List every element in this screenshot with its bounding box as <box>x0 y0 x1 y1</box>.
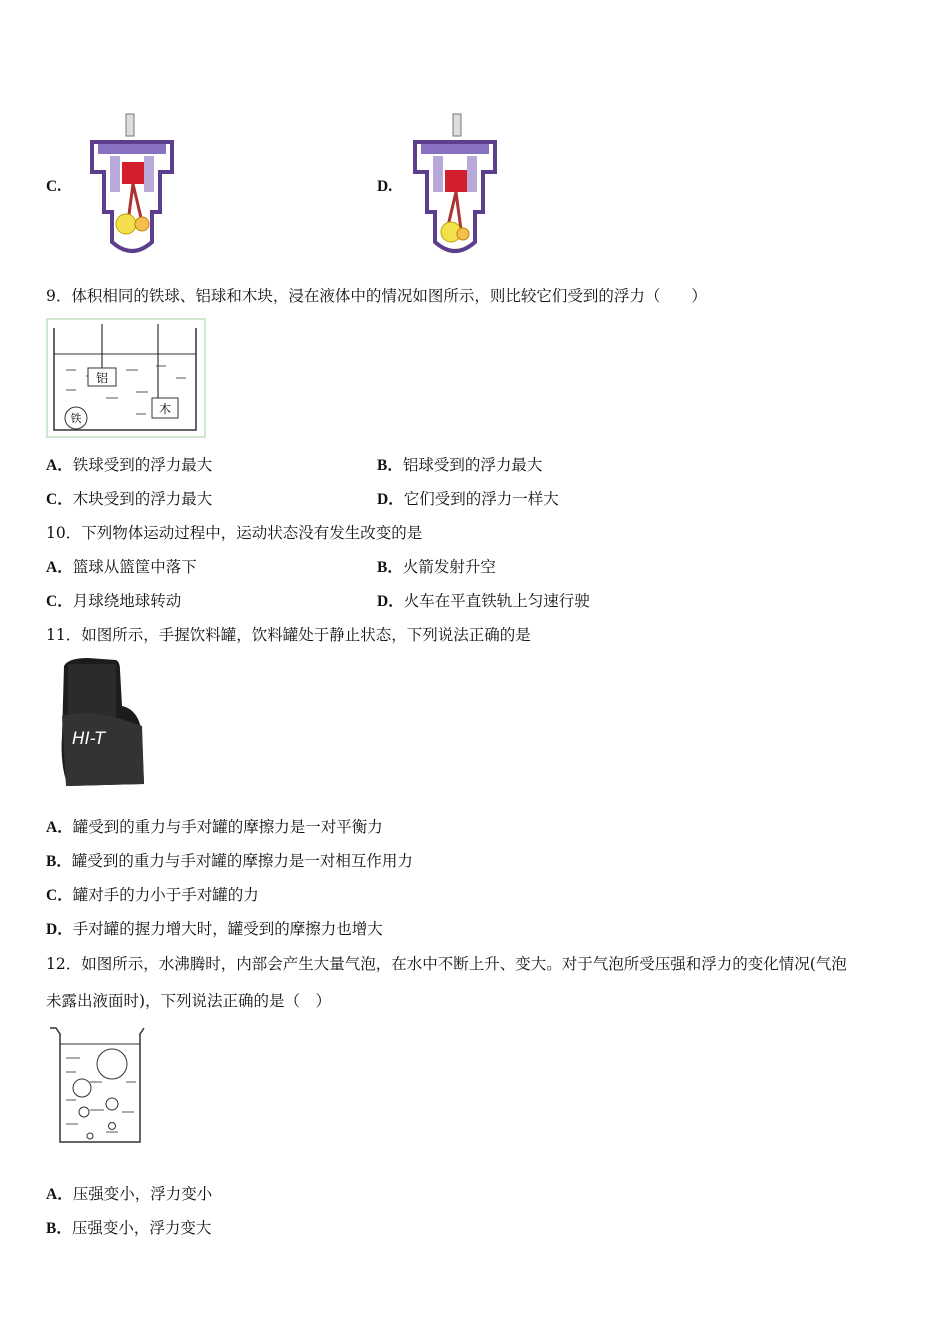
q12-stem-line1: 12．如图所示，水沸腾时，内部会产生大量气泡，在水中不断上升、变大。对于气泡所受压强和浮力的变化情况(气泡 <box>46 955 847 973</box>
engine-figure-c <box>82 112 182 262</box>
q12-stem-line2: 未露出液面时)，下列说法正确的是（ ） <box>46 992 332 1010</box>
q10-option-c: C．月球绕地球转动 <box>46 592 182 610</box>
boiling-bubbles-figure <box>46 1024 150 1148</box>
q10-stem: 10．下列物体运动过程中，运动状态没有发生改变的是 <box>46 524 423 542</box>
q10-option-a: A．篮球从篮筐中落下 <box>46 558 197 576</box>
q10-option-b: B．火箭发射升空 <box>377 558 496 576</box>
q9-option-c: C．木块受到的浮力最大 <box>46 490 213 508</box>
q11-option-d: D．手对罐的握力增大时，罐受到的摩擦力也增大 <box>46 920 383 938</box>
q11-stem: 11．如图所示，手握饮料罐，饮料罐处于静止状态，下列说法正确的是 <box>46 626 531 644</box>
q8-option-c-label: C. <box>46 178 62 195</box>
q9-option-d: D．它们受到的浮力一样大 <box>377 490 559 508</box>
q11-option-a: A．罐受到的重力与手对罐的摩擦力是一对平衡力 <box>46 818 383 836</box>
aluminum-label: 铝 <box>95 371 109 385</box>
iron-label: 铁 <box>70 412 82 425</box>
q8-option-d-label: D. <box>377 178 393 195</box>
q9-stem: 9．体积相同的铁球、铝球和木块，浸在液体中的情况如图所示，则比较它们受到的浮力（ ） <box>46 287 707 305</box>
engine-figure-d <box>405 112 505 262</box>
q9-option-b: B．铝球受到的浮力最大 <box>377 456 543 474</box>
q10-option-d: D．火车在平直铁轨上匀速行驶 <box>377 592 590 610</box>
q12-option-a: A．压强变小，浮力变小 <box>46 1185 213 1203</box>
hand-holding-can-figure <box>58 656 148 792</box>
buoyancy-figure <box>46 318 206 438</box>
q9-option-a: A．铁球受到的浮力最大 <box>46 456 213 474</box>
q11-option-b: B．罐受到的重力与手对罐的摩擦力是一对相互作用力 <box>46 852 413 870</box>
q11-option-c: C．罐对手的力小于手对罐的力 <box>46 886 259 904</box>
wood-label: 木 <box>158 402 172 416</box>
q12-option-b: B．压强变小，浮力变大 <box>46 1219 212 1237</box>
can-text: HI-T <box>72 729 106 749</box>
